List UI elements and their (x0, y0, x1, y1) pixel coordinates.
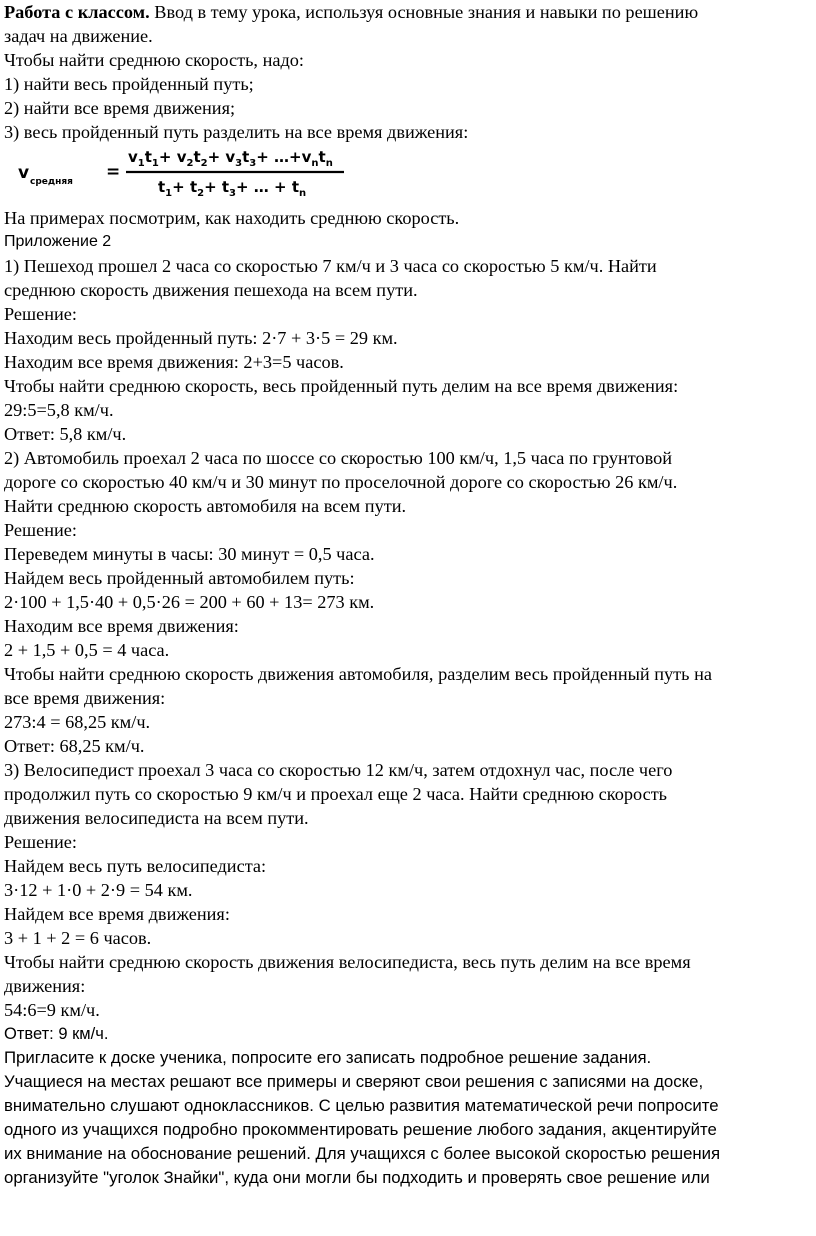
answer-line: Ответ: 9 км/ч. (4, 1025, 109, 1043)
instruction-line: их внимание на обоснование решений. Для учащихся с более высокой скоростью решения (4, 1144, 721, 1163)
problem-2-text: 2) Автомобиль проехал 2 часа по шоссе со скоростью 100 км/ч, 1,5 часа по грунтовой (4, 448, 673, 468)
problem-1-text: среднюю скорость движения пешехода на всем пути. (4, 280, 418, 300)
step-item: 1) найти весь пройденный путь; (4, 74, 254, 94)
formula-subscript: 1 (137, 158, 145, 169)
step-item: 2) найти все время движения; (4, 98, 236, 118)
formula-subscript: n (311, 158, 319, 169)
formula-subscript: 3 (249, 158, 257, 169)
problem-3-text: движения велосипедиста на всем пути. (4, 808, 309, 828)
formula-term: + (204, 178, 222, 196)
solution-line: 54:6=9 км/ч. (4, 1000, 100, 1020)
text-line: задач на движение. (4, 26, 153, 46)
intro-line (4, 0, 816, 24)
solution-line: 2 + 1,5 + 0,5 = 4 часа. (4, 640, 170, 660)
formula-term: + … + (236, 178, 292, 196)
solution-line: 273:4 = 68,25 км/ч. (4, 712, 151, 732)
solution-line: 29:5=5,8 км/ч. (4, 400, 114, 420)
instruction-line: одного из учащихся подробно прокомментировать решение любого задания, акцентируйте (4, 1120, 717, 1139)
formula-image (10, 144, 370, 206)
problem-3-text: продолжил путь со скоростью 9 км/ч и проехал еще 2 часа. Найти среднюю скорость (4, 784, 668, 804)
formula-subscript: n (325, 158, 333, 169)
instruction-line: Пригласите к доске ученика, попросите его записать подробное решение задания. (4, 1048, 652, 1067)
formula-v-subscript: средняя (30, 177, 73, 187)
document-page (4, 0, 816, 1190)
solution-line: Находим весь пройденный путь: 2·7 + 3·5 = 29 км. (4, 328, 398, 348)
formula-subscript: 1 (165, 188, 173, 199)
text-line: На примерах посмотрим, как находить среднюю скорость. (4, 208, 460, 228)
solution-line: все время движения: (4, 688, 166, 708)
formula-denominator (158, 178, 306, 199)
solution-line: 2·100 + 1,5·40 + 0,5·26 = 200 + 60 + 13= 273 км. (4, 592, 375, 612)
formula-subscript: n (299, 188, 307, 199)
answer-line: Ответ: 5,8 км/ч. (4, 424, 127, 444)
solution-line: Чтобы найти среднюю скорость, весь пройденный путь делим на все время движения: (4, 376, 679, 396)
formula-v: v (18, 163, 30, 183)
problem-1-text: 1) Пешеход прошел 2 часа со скоростью 7 км/ч и 3 часа со скоростью 5 км/ч. Найти (4, 256, 657, 276)
solution-line: Переведем минуты в часы: 30 минут = 0,5 часа. (4, 544, 375, 564)
answer-line: Ответ: 68,25 км/ч. (4, 736, 145, 756)
formula-term: + …+ (256, 148, 302, 166)
solution-line: Найдем весь путь велосипедиста: (4, 856, 267, 876)
formula-term: v (128, 148, 138, 166)
formula-term: v (176, 148, 187, 166)
instruction-line: внимательно слушают одноклассников. С целью развития математической речи попросите (4, 1096, 719, 1115)
teacher-instructions (4, 1046, 816, 1190)
section-heading: Работа с классом. (4, 2, 150, 22)
formula-term: t (221, 178, 230, 196)
instruction-line: Учащиеся на местах решают все примеры и сверяют свои решения с записями на доске, (4, 1072, 704, 1091)
formula-term: t (158, 178, 166, 196)
formula-subscript: 3 (229, 188, 237, 199)
formula-term: + (207, 148, 226, 166)
formula-numerator (128, 148, 333, 169)
solution-line: Чтобы найти среднюю скорость движения велосипедиста, весь путь делим на все время (4, 952, 691, 972)
instruction-line: организуйте "уголок Знайки", куда они могли бы подходить и проверять свое решение или (4, 1168, 710, 1187)
formula-term: + (158, 148, 177, 166)
step-item: 3) весь пройденный путь разделить на все время движения: (4, 122, 469, 142)
text-line: Чтобы найти среднюю скорость, надо: (4, 50, 304, 70)
solution-line: 3·12 + 1·0 + 2·9 = 54 км. (4, 880, 193, 900)
solution-line: Найдем все время движения: (4, 904, 230, 924)
formula-term: t (318, 148, 326, 166)
average-speed-formula (4, 144, 816, 206)
problem-2-text: Найти среднюю скорость автомобиля на всем пути. (4, 496, 407, 516)
solution-line: Найдем весь пройденный автомобилем путь: (4, 568, 355, 588)
formula-term: t (144, 148, 152, 166)
solution-line: Находим все время движения: 2+3=5 часов. (4, 352, 344, 372)
solution-label: Решение: (4, 520, 77, 540)
formula-subscript: 2 (197, 188, 205, 199)
formula-subscript: 1 (151, 158, 159, 169)
formula-subscript: 3 (235, 158, 243, 169)
formula-term: + (172, 178, 190, 196)
appendix-heading: Приложение 2 (4, 233, 112, 250)
formula-term: t (193, 148, 201, 166)
solution-line: движения: (4, 976, 86, 996)
formula-term: t (242, 148, 250, 166)
formula-subscript: 2 (200, 158, 208, 169)
formula-term: t (291, 178, 299, 196)
problem-3-text: 3) Велосипедист проехал 3 часа со скоростью 12 км/ч, затем отдохнул час, после чего (4, 760, 673, 780)
formula-term: v (225, 148, 236, 166)
intro-text: Ввод в тему урока, используя основные знания и навыки по решению (149, 2, 699, 22)
formula-equals: = (106, 162, 121, 182)
solution-label: Решение: (4, 832, 77, 852)
formula-term: t (189, 178, 198, 196)
formula-subscript: 2 (186, 158, 194, 169)
formula-term: v (301, 148, 312, 166)
solution-line: 3 + 1 + 2 = 6 часов. (4, 928, 152, 948)
solution-line: Чтобы найти среднюю скорость движения автомобиля, разделим весь пройденный путь на (4, 664, 712, 684)
solution-line: Находим все время движения: (4, 616, 239, 636)
problem-2-text: дороге со скоростью 40 км/ч и 30 минут по проселочной дороге со скоростью 26 км/ч. (4, 472, 678, 492)
solution-label: Решение: (4, 304, 77, 324)
